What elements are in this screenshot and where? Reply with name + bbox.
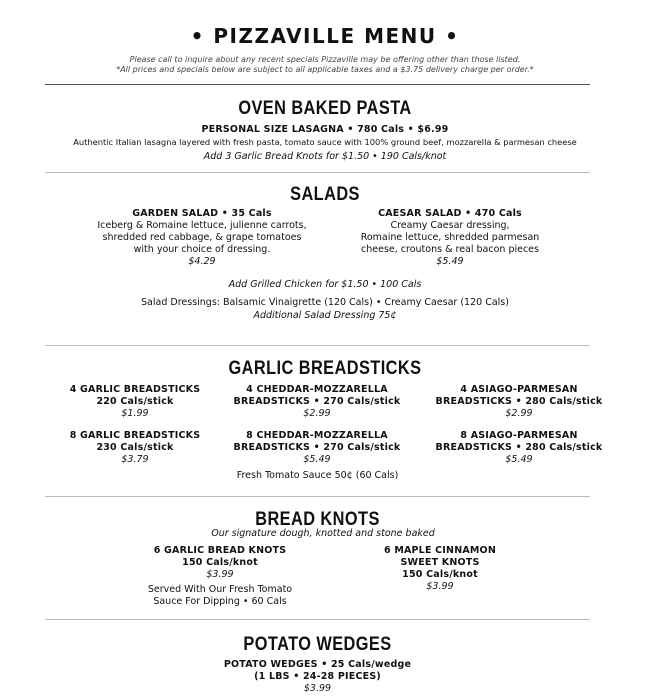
menu-title: • PIZZAVILLE MENU •: [190, 24, 460, 48]
breadsticks-4-cheddar-name: 4 CHEDDAR-MOZZARELLA: [246, 384, 388, 395]
knots-served-1: Served With Our Fresh Tomato: [147, 584, 293, 595]
breadsticks-8-garlic-cals: 230 Cals/stick: [96, 442, 174, 453]
maple-cinnamon-knots: [355, 545, 525, 593]
caesar-salad: [330, 208, 570, 268]
breadsticks-8-asiago-name: 8 ASIAGO-PARMESAN: [460, 430, 578, 441]
garden-salad: [72, 208, 332, 268]
garlic-knots-cals: 150 Cals/knot: [182, 557, 258, 568]
section-title-breadsticks: GARLIC BREADSTICKS: [228, 358, 422, 379]
breadsticks-4-garlic: [50, 384, 220, 420]
breadsticks-sauce: Fresh Tomato Sauce 50¢ (60 Cals): [236, 470, 399, 481]
breadsticks-4-cheddar-price: $2.99: [303, 408, 331, 419]
breadsticks-4-asiago-cals: BREADSTICKS • 280 Cals/stick: [435, 396, 603, 407]
lasagna-description: Authentic Italian lasagna layered with fresh pasta, tomato sauce with 100% ground beef, mozzarella & parmesan cheese: [73, 137, 577, 147]
divider-breadsticks: [45, 496, 590, 497]
garden-salad-desc-2: shredded red cabbage, & grape tomatoes: [102, 232, 302, 243]
knots-served-2: Sauce For Dipping • 60 Cals: [153, 596, 287, 607]
potato-wedges-name: POTATO WEDGES • 25 Cals/wedge: [223, 659, 412, 670]
lasagna-addon: Add 3 Garlic Bread Knots for $1.50 • 190 Cals/knot: [203, 151, 447, 162]
caesar-salad-desc-1: Creamy Caesar dressing,: [390, 220, 510, 231]
breadsticks-8-garlic-price: $3.79: [121, 454, 149, 465]
garlic-knots-price: $3.99: [206, 569, 234, 580]
breadsticks-4-cheddar-cals: BREADSTICKS • 270 Cals/stick: [233, 396, 401, 407]
breadsticks-4-garlic-price: $1.99: [121, 408, 149, 419]
section-title-wedges: POTATO WEDGES: [243, 634, 392, 655]
caesar-salad-desc-2: Romaine lettuce, shredded parmesan: [360, 232, 540, 243]
breadsticks-8-asiago-price: $5.49: [505, 454, 533, 465]
salad-chicken-addon: Add Grilled Chicken for $1.50 • 100 Cals: [228, 279, 422, 290]
potato-wedges-size: (1 LBS • 24-28 PIECES): [254, 671, 381, 682]
breadsticks-4-asiago-name: 4 ASIAGO-PARMESAN: [460, 384, 578, 395]
maple-knots-cals: 150 Cals/knot: [402, 569, 478, 580]
tax-note: *All prices and specials below are subject to all applicable taxes and a $3.75 delivery charge per order.*: [116, 65, 534, 74]
section-title-salads: SALADS: [290, 184, 360, 205]
salad-dressings: Salad Dressings: Balsamic Vinaigrette (120 Cals) • Creamy Caesar (120 Cals): [141, 297, 509, 308]
caesar-salad-price: $5.49: [436, 256, 464, 267]
breadsticks-8-cheddar-cals: BREADSTICKS • 270 Cals/stick: [233, 442, 401, 453]
lasagna-item: PERSONAL SIZE LASAGNA • 780 Cals • $6.99: [201, 124, 449, 135]
maple-knots-name-2: SWEET KNOTS: [400, 557, 480, 568]
caesar-salad-name: CAESAR SALAD • 470 Cals: [378, 208, 522, 219]
knots-served-note: [125, 584, 315, 608]
section-title-pasta: OVEN BAKED PASTA: [238, 98, 412, 119]
divider-pasta: [45, 172, 590, 173]
knots-subtitle: Our signature dough, knotted and stone baked: [211, 528, 435, 539]
garden-salad-name: GARDEN SALAD • 35 Cals: [132, 208, 272, 219]
breadsticks-8-cheddar-price: $5.49: [303, 454, 331, 465]
divider-knots: [45, 619, 590, 620]
breadsticks-8-garlic-name: 8 GARLIC BREADSTICKS: [69, 430, 201, 441]
breadsticks-8-cheddar: [222, 430, 412, 466]
breadsticks-4-garlic-name: 4 GARLIC BREADSTICKS: [69, 384, 201, 395]
breadsticks-4-cheddar: [222, 384, 412, 420]
garlic-bread-knots: [130, 545, 310, 581]
salad-additional-dressing: Additional Salad Dressing 75¢: [253, 310, 397, 321]
breadsticks-4-asiago-price: $2.99: [505, 408, 533, 419]
garden-salad-price: $4.29: [188, 256, 216, 267]
garlic-knots-name: 6 GARLIC BREAD KNOTS: [153, 545, 287, 556]
section-title-knots: BREAD KNOTS: [255, 509, 380, 530]
breadsticks-4-asiago: [424, 384, 614, 420]
caesar-salad-desc-3: cheese, croutons & real bacon pieces: [361, 244, 539, 255]
maple-knots-price: $3.99: [426, 581, 454, 592]
garden-salad-desc-3: with your choice of dressing.: [133, 244, 271, 255]
breadsticks-4-garlic-cals: 220 Cals/stick: [96, 396, 174, 407]
potato-wedges-price: $3.99: [303, 683, 332, 694]
breadsticks-8-garlic: [50, 430, 220, 466]
maple-knots-name-1: 6 MAPLE CINNAMON: [384, 545, 496, 556]
breadsticks-8-asiago: [424, 430, 614, 466]
specials-note: Please call to inquire about any recent specials Pizzaville may be offering other than those listed.: [129, 55, 521, 64]
breadsticks-8-cheddar-name: 8 CHEDDAR-MOZZARELLA: [246, 430, 388, 441]
divider-salads: [45, 345, 590, 346]
potato-wedges: [200, 659, 435, 695]
header-divider: [45, 84, 590, 85]
breadsticks-8-asiago-cals: BREADSTICKS • 280 Cals/stick: [435, 442, 603, 453]
garden-salad-desc-1: Iceberg & Romaine lettuce, julienne carrots,: [97, 220, 307, 231]
